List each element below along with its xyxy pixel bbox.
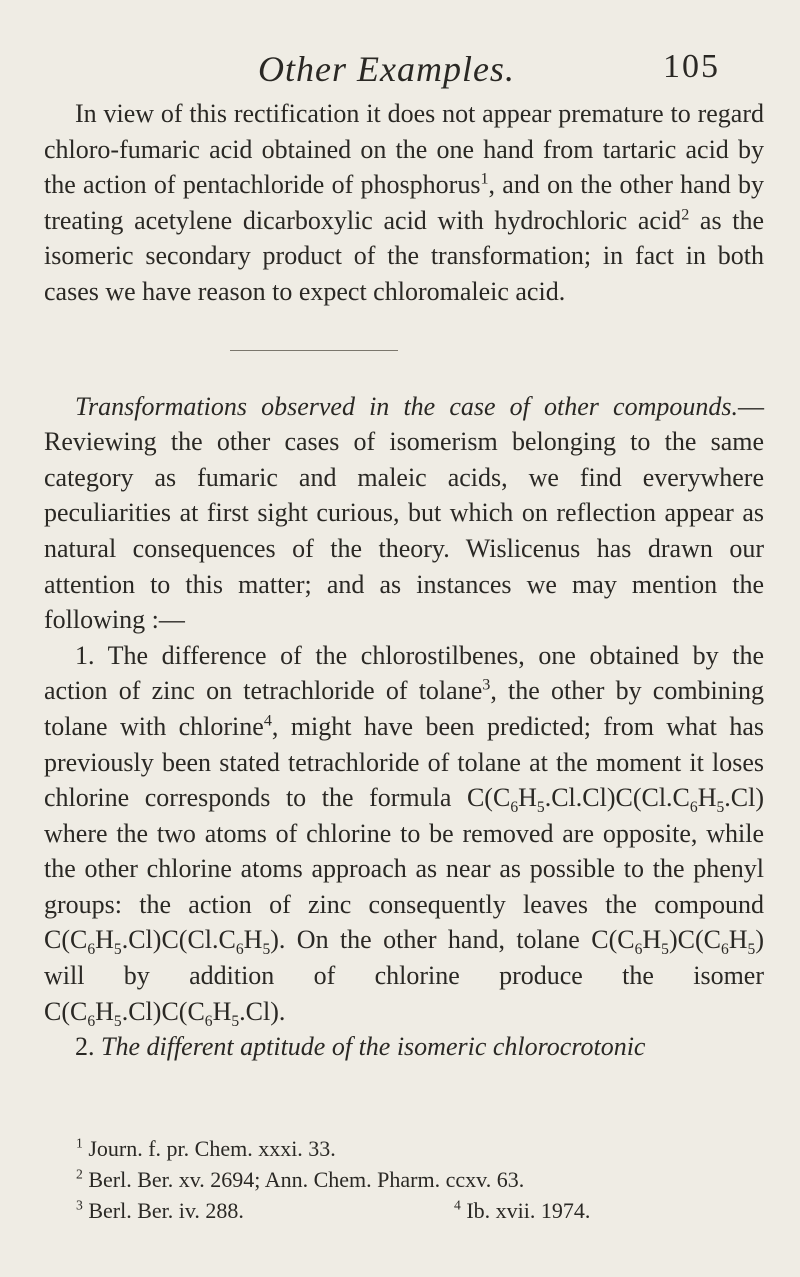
text-run: , the other by combining tolane with chlorine [44,676,765,741]
paragraph-transformations [44,389,764,638]
formula-1: $C(C_6H_5.Cl.Cl)C(Cl.C_6H_5.Cl)$ [466,783,764,817]
paragraph-rectification [44,96,764,310]
footnote-1: $^1$ Journ. f. pr. Chem. xxxi. 33. [76,1135,336,1161]
footnote-ref-3: 3 [482,676,491,694]
footnote-ref-4: 4 [263,712,272,730]
footnotes [76,1133,766,1226]
text-run: In view of this rectification it does not appear premature to regard chloro-fumaric acid obtained on the one hand from tartaric acid by the action of pentachloride of phosphorus [44,99,764,200]
footnote-2: $^2$ Berl. Ber. xv. 2694; Ann. Chem. Pharm. ccxv. 63. [76,1166,525,1192]
formula-3: $C(C_6H_5)C(C_6H_5)$ [591,925,764,959]
section-divider [230,350,398,351]
text-run: —Reviewing the other cases of isomerism belonging to the same category as fumaric and maleic acids, we find everywhere peculiarities at first sight curious, but which on reflection appear as natural consequences of the theory. Wislicenus has drawn our attention to this matter; and as instances we may mention the following :— [44,391,764,635]
text-run: 1. The difference of the chlorostilbenes, one obtained by the action of zinc on tetrachloride of tolane [44,640,764,706]
list-item-chlorocrotonic [44,1029,764,1065]
footnote-3: $^3$ Berl. Ber. iv. 288. [76,1197,244,1223]
page-header [0,48,800,98]
text-run: . On the other hand, tolane [278,925,592,955]
section-heading: Transformations observed in the case of other compounds. [75,391,738,421]
text-run: will by addition of chlorine produce the isomer [44,961,764,991]
body-text [44,96,764,1065]
text-run: The different aptitude of the isomeric chlorocrotonic [101,1032,646,1062]
text-run: as the isomeric secondary product of the transformation; in fact in both cases we have reason to expect chloromaleic acid. [44,205,765,306]
text-run: , might have been predicted; from what has previously been stated tetrachloride of tolane at the moment it loses chlorine corresponds to the formula [44,711,764,813]
text-run: 2. [75,1032,101,1062]
footnote-ref-2: 2 [681,206,690,224]
page-number: 105 [663,48,720,85]
text-run: where the two atoms of chlorine to be removed are opposite, while the other chlorine atoms approach as near as possible to the phenyl groups: the action of zinc consequently leaves the compound [44,818,764,919]
text-run: , and on the other hand by treating acetylene dicarboxylic acid with hydrochloric acid [44,170,764,235]
footnote-ref-1: 1 [480,170,489,188]
footnote-3-4 [76,1195,766,1226]
footnote-4: $^4$ Ib. xvii. 1974. [454,1197,591,1223]
running-title: Other Examples. [258,49,515,89]
list-item-chlorostilbenes [44,638,764,1030]
formula-4: $C(C_6H_5.Cl)C(C_6H_5.Cl)$. [44,996,286,1030]
formula-2: $C(C_6H_5.Cl)C(Cl.C_6H_5)$ [44,925,279,959]
